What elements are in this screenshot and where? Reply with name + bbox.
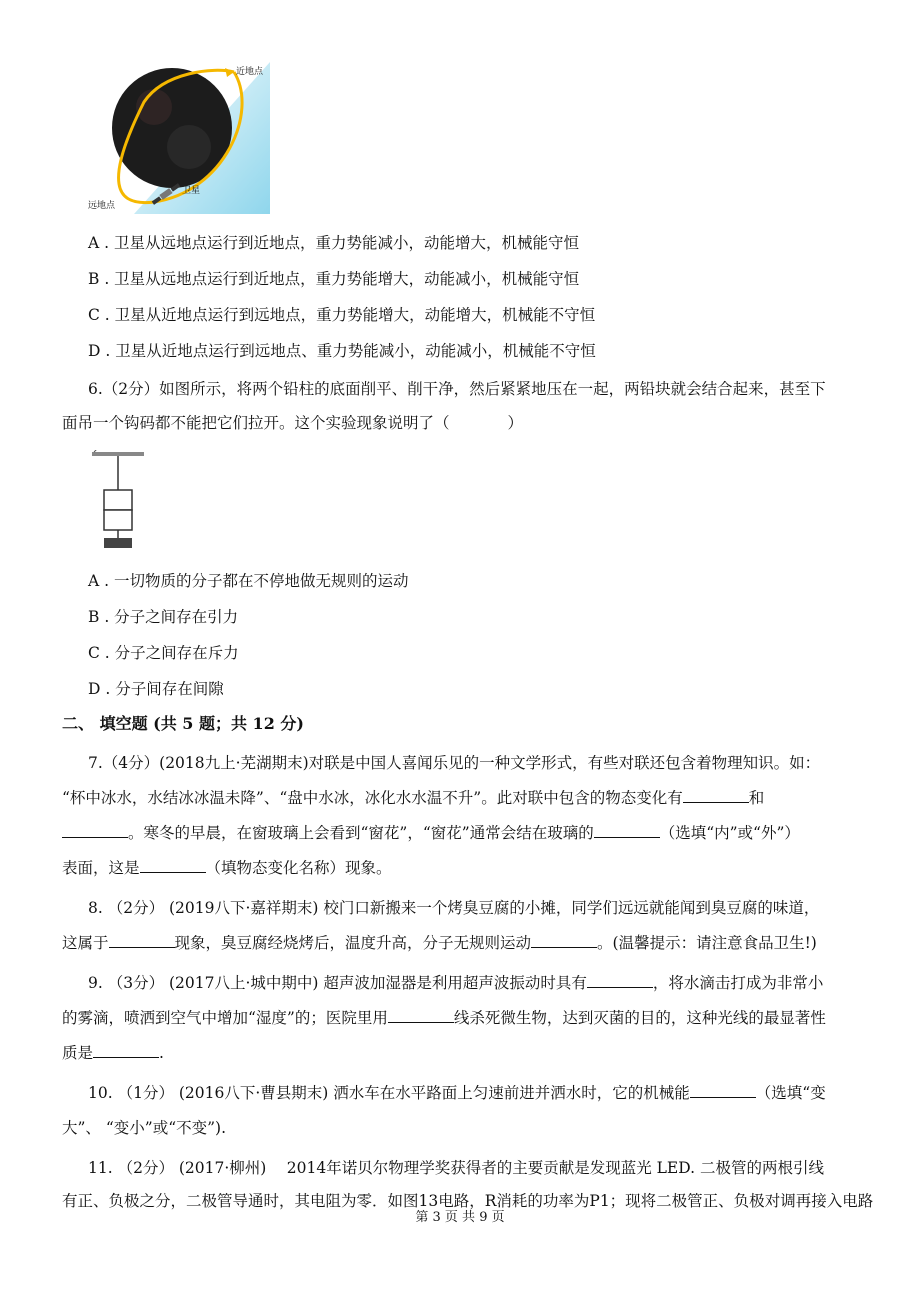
page-footer: 第 3 页 共 9 页 — [415, 1210, 505, 1225]
q7-text-3a: 。寒冬的早晨，在窗玻璃上会看到“窗花”，“窗花”通常会结在玻璃的 — [128, 824, 594, 842]
q7-blank-2[interactable] — [62, 823, 128, 838]
q6-option-c[interactable]: C . 分子之间存在斥力 — [88, 644, 239, 662]
q8-text-2b: 现象，臭豆腐经烧烤后，温度升高，分子无规则运动 — [174, 934, 532, 952]
q11-line2: 有正、负极之分，二极管导通时，其电阻为零．如图13电路，R消耗的功率为P1；现将二极管正、负极对调再接入电路 — [62, 1192, 874, 1210]
q5-option-d[interactable]: D . 卫星从近地点运行到远地点、重力势能减小，动能减小，机械能不守恒 — [88, 342, 596, 360]
lead-cylinders-figure — [90, 450, 146, 554]
q7-text-4b: （填物态变化名称）现象。 — [205, 859, 392, 877]
q7-line3 — [62, 822, 800, 844]
q7-blank-3[interactable] — [594, 823, 660, 838]
q7-blank-4[interactable] — [140, 858, 206, 873]
satellite-orbit-figure — [84, 62, 270, 214]
q7-text-4a: 表面，这是 — [62, 859, 140, 877]
section-title-fill-in: 二、 填空题 (共 5 题；共 12 分) — [62, 714, 304, 733]
q5-option-c[interactable]: C . 卫星从近地点运行到远地点，重力势能增大，动能增大，机械能不守恒 — [88, 306, 596, 324]
q7-line2 — [62, 787, 764, 809]
q7-line1: 7.（4分）(2018九上·芜湖期末)对联是中国人喜闻乐见的一种文学形式，有些对联还包含着物理知识。如： — [88, 754, 821, 772]
q8-text-2a: 这属于 — [62, 934, 109, 952]
q9-text-3b: . — [159, 1044, 164, 1062]
q6-stem-line2 — [62, 412, 523, 434]
q9-text-2b: 线杀死微生物，达到灭菌的目的，这种光线的最显著性 — [453, 1009, 826, 1027]
q6-stem-line1: 6.（2分）如图所示，将两个铅柱的底面削平、削干净，然后紧紧地压在一起，两铅块就会结合起来，甚至下 — [88, 380, 826, 398]
q7-line4 — [62, 857, 392, 879]
q9-line2 — [62, 1007, 826, 1029]
q9-text-1a: 9. （3分） (2017八上·城中期中) 超声波加湿器是利用超声波振动时具有 — [88, 974, 587, 992]
q6-option-a[interactable]: A . 一切物质的分子都在不停地做无规则的运动 — [88, 572, 409, 590]
q9-blank-2[interactable] — [388, 1008, 454, 1023]
q9-blank-3[interactable] — [93, 1043, 159, 1058]
q7-text-2b: 和 — [748, 789, 765, 807]
q10-line1 — [88, 1082, 826, 1104]
q10-line2: 大”、 “变小”或“不变”). — [62, 1119, 227, 1137]
q7-blank-1[interactable] — [683, 788, 749, 803]
q8-line2 — [62, 932, 817, 954]
q10-blank-1[interactable] — [690, 1083, 756, 1098]
q5-option-a[interactable]: A . 卫星从远地点运行到近地点，重力势能减小，动能增大，机械能守恒 — [88, 234, 579, 252]
q9-text-2a: 的雾滴，喷洒到空气中增加“湿度”的；医院里用 — [62, 1009, 388, 1027]
q9-text-3a: 质是 — [62, 1044, 94, 1062]
q6-option-b[interactable]: B . 分子之间存在引力 — [88, 608, 239, 626]
q6-stem-close: ） — [507, 414, 524, 432]
q6-option-d[interactable]: D . 分子间存在间隙 — [88, 680, 224, 698]
label-apogee: 远地点 — [88, 201, 116, 211]
q9-line1 — [88, 972, 823, 994]
q9-line3 — [62, 1042, 164, 1064]
q11-line1: 11. （2分） (2017·柳州) 2014年诺贝尔物理学奖获得者的主要贡献是发现蓝光 LED. 二极管的两根引线 — [88, 1159, 824, 1177]
label-satellite: 卫星 — [182, 186, 201, 196]
q10-text-1b: （选填“变 — [755, 1084, 826, 1102]
q8-blank-2[interactable] — [531, 933, 597, 948]
q6-stem-text: 面吊一个钩码都不能把它们拉开。这个实验现象说明了（ — [62, 414, 450, 432]
q8-line1: 8. （2分） (2019八下·嘉祥期末) 校门口新搬来一个烤臭豆腐的小摊，同学们远远就能闻到臭豆腐的味道， — [88, 899, 820, 917]
q7-text-3b: （选填“内”或“外”） — [659, 824, 800, 842]
q9-blank-1[interactable] — [587, 973, 653, 988]
q5-option-b[interactable]: B . 卫星从远地点运行到近地点，重力势能增大，动能减小，机械能守恒 — [88, 270, 580, 288]
q8-text-2c: 。(温馨提示：请注意食品卫生!) — [597, 934, 817, 952]
q9-text-1b: ，将水滴击打成为非常小 — [652, 974, 824, 992]
q8-blank-1[interactable] — [109, 933, 175, 948]
q7-text-2a: “杯中冰水，水结冰冰温未降”、“盘中水冰，冰化水水温不升”。此对联中包含的物态变化有 — [62, 789, 683, 807]
label-perigee: 近地点 — [236, 67, 264, 77]
q10-text-1a: 10. （1分） (2016八下·曹县期末) 洒水车在水平路面上匀速前进并洒水时，它的机械能 — [88, 1084, 690, 1102]
